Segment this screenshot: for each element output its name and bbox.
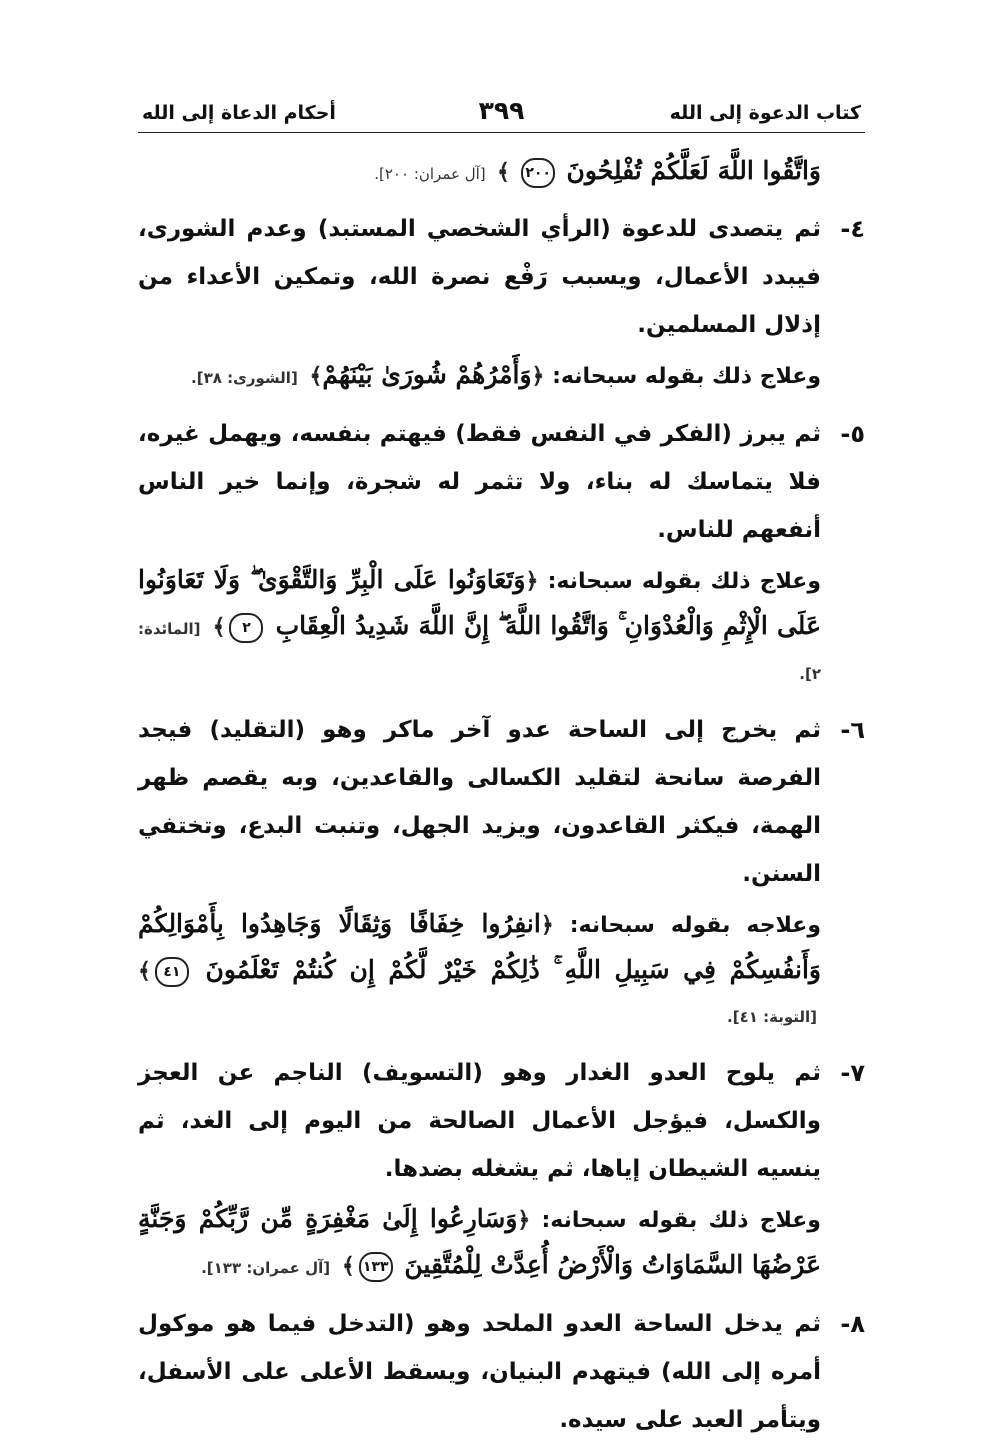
- item-number: ٦-: [840, 716, 865, 744]
- opening-brace-icon: ﴿: [525, 568, 539, 594]
- cure-paragraph: [138, 558, 865, 696]
- item-text: ثم يدخل الساحة العدو الملحد وهو (التدخل فيما هو موكول أمره إلى الله) فيتهدم البنيان، ويسقط الأعلى على الأسفل، ويتأمر العبد على سيده.: [138, 1311, 821, 1433]
- item-text: ثم يخرج إلى الساحة عدو آخر ماكر وهو (التقليد) فيجد الفرصة سانحة لتقليد الكسالى والقاعدين، وبه يقصم ظهر الهمة، فيكثر القاعدون، ويزيد الجهل، وتنبت البدع، وتختفي السنن.: [138, 717, 821, 887]
- verse-text: وَأَمْرُهُمْ شُورَىٰ بَيْنَهُمْ: [322, 360, 532, 389]
- closing-brace-icon: ﴾: [212, 614, 226, 640]
- page-number: ٣٩٩: [478, 96, 525, 125]
- list-item: [138, 205, 865, 349]
- verse-text: وَتَعَاوَنُوا عَلَى الْبِرِّ وَالتَّقْوَىٰ ۖ وَلَا تَعَاوَنُوا عَلَى الْإِثْمِ وَالْعُدْوَانِ ۚ وَاتَّقُوا اللَّهَ ۖ إِنَّ اللَّهَ شَدِيدُ الْعِقَابِ: [138, 565, 821, 640]
- item-number: ٧-: [840, 1059, 865, 1087]
- closing-brace-icon: ﴾: [138, 958, 151, 984]
- item-number: ٥-: [840, 420, 865, 448]
- book-title: كتاب الدعوة إلى الله: [669, 102, 861, 124]
- closing-brace-icon: ﴾: [309, 363, 323, 389]
- list-item: [138, 706, 865, 898]
- list-item: [138, 410, 865, 554]
- top-verse: [138, 150, 865, 195]
- cure-intro: وعلاج ذلك بقوله سبحانه:: [541, 1208, 821, 1233]
- top-verse-text: وَاتَّقُوا اللَّهَ لَعَلَّكُمْ تُفْلِحُونَ: [566, 156, 821, 185]
- cure-intro: وعلاج ذلك بقوله سبحانه:: [547, 569, 821, 594]
- opening-brace-icon: ﴿: [517, 1207, 531, 1233]
- item-number: ٤-: [840, 215, 865, 243]
- ayah-number-badge: ٢٠٠: [521, 158, 555, 188]
- item-number: ٨-: [840, 1310, 865, 1338]
- verse-reference: [آل عمران: ١٣٣].: [201, 1259, 331, 1277]
- cure-paragraph: [138, 353, 865, 400]
- list-item: [138, 1049, 865, 1193]
- closing-brace-icon: ﴾: [496, 159, 510, 185]
- verse-reference: [المائدة: ٢].: [138, 620, 821, 683]
- cure-intro: وعلاج ذلك بقوله سبحانه:: [552, 364, 821, 389]
- page-header: [138, 96, 865, 133]
- item-text: ثم يلوح العدو الغدار وهو (التسويف) الناجم عن العجز والكسل، فيؤجل الأعمال الصالحة من اليوم إلى الغد، ثم ينسيه الشيطان إياها، ثم يشغله بضدها.: [138, 1060, 821, 1182]
- closing-brace-icon: ﴾: [341, 1253, 355, 1279]
- ayah-number-badge: ١٣٣: [359, 1252, 393, 1282]
- verse-reference: [آل عمران: ٢٠٠].: [374, 165, 486, 183]
- cure-paragraph: [138, 902, 865, 1039]
- cure-intro: وعلاجه بقوله سبحانه:: [569, 913, 821, 938]
- ayah-number-badge: ٤١: [155, 957, 189, 987]
- list-item: [138, 1300, 865, 1444]
- opening-brace-icon: ﴿: [540, 912, 554, 938]
- verse-reference: [الشورى: ٣٨].: [191, 369, 298, 387]
- ayah-number-badge: ٢: [229, 613, 263, 643]
- chapter-title: أحكام الدعاة إلى الله: [142, 102, 336, 124]
- verse-text: وَسَارِعُوا إِلَىٰ مَغْفِرَةٍ مِّن رَّبِّكُمْ وَجَنَّةٍ عَرْضُهَا السَّمَاوَاتُ وَالْأَرْضُ أُعِدَّتْ لِلْمُتَّقِينَ: [138, 1204, 821, 1279]
- verse-text: انفِرُوا خِفَافًا وَثِقَالًا وَجَاهِدُوا بِأَمْوَالِكُمْ وَأَنفُسِكُمْ فِي سَبِيلِ اللَّهِ ۚ ذَٰلِكُمْ خَيْرٌ لَّكُمْ إِن كُنتُمْ تَعْلَمُونَ: [138, 909, 821, 984]
- page-body: [138, 150, 865, 1444]
- opening-brace-icon: ﴿: [531, 363, 545, 389]
- verse-reference: [التوبة: ٤١].: [727, 1008, 817, 1026]
- item-text: ثم يتصدى للدعوة (الرأي الشخصي المستبد) وعدم الشورى، فيبدد الأعمال، ويسبب رَفْع نصرة الله، وتمكين الأعداء من إذلال المسلمين.: [138, 216, 821, 338]
- cure-paragraph: [138, 1197, 865, 1290]
- item-text: ثم يبرز (الفكر في النفس فقط) فيهتم بنفسه، ويهمل غيره، فلا يتماسك له بناء، ولا تثمر له شجرة، وإنما خير الناس أنفعهم للناس.: [138, 421, 821, 543]
